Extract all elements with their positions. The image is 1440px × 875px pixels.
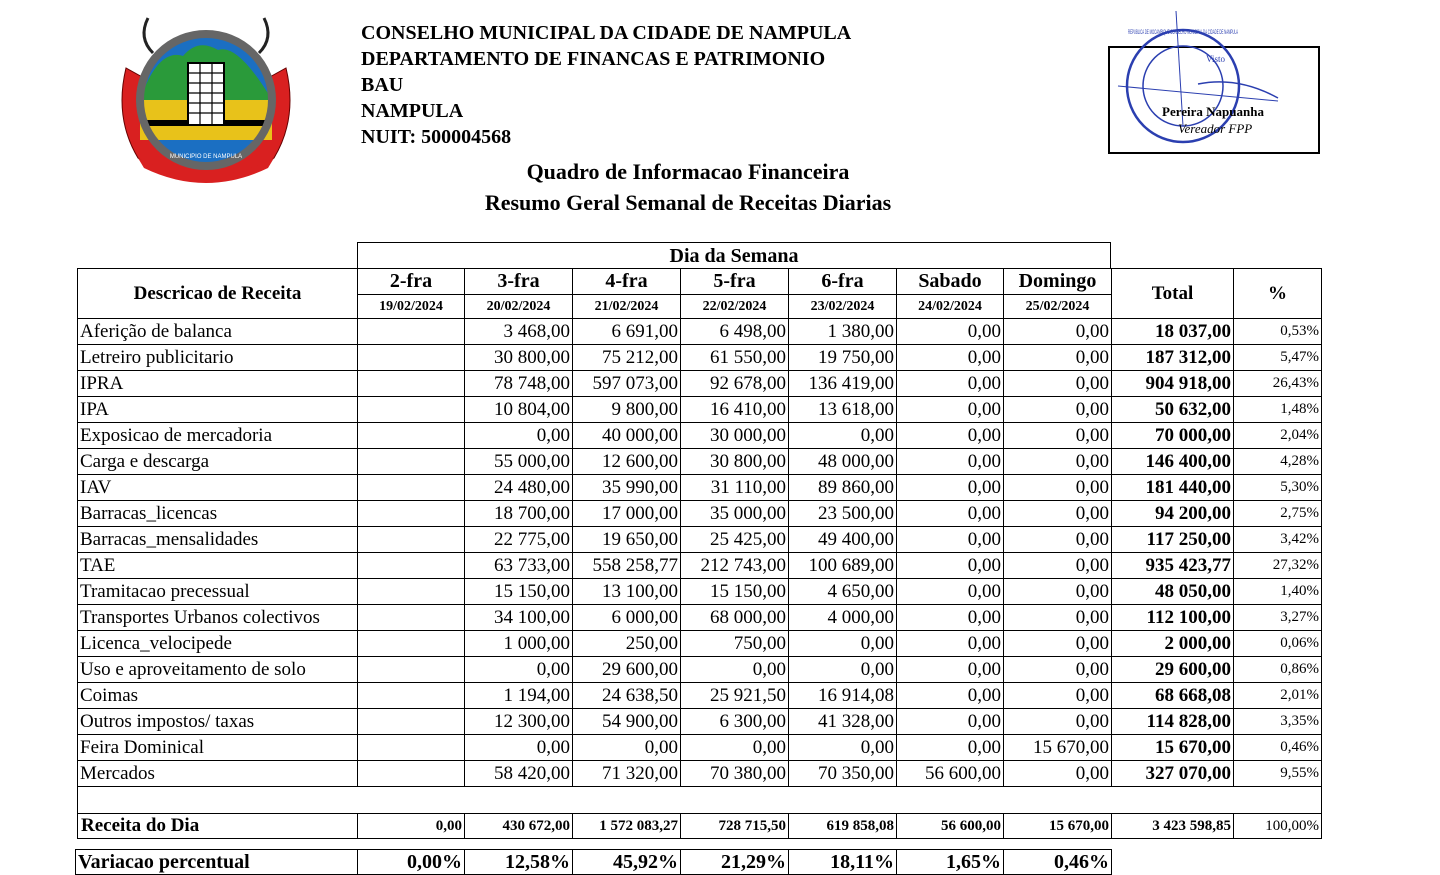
day-value-cell (358, 735, 465, 761)
day-value-cell: 0,00 (681, 735, 789, 761)
day-value-cell (358, 657, 465, 683)
day-value-cell (358, 371, 465, 397)
row-percent-cell: 9,55% (1234, 761, 1322, 787)
day-value-cell: 48 000,00 (789, 449, 897, 475)
day-value-cell: 0,00 (573, 735, 681, 761)
day-value-cell (358, 683, 465, 709)
variation-cell: 0,46% (1004, 850, 1112, 875)
day-value-cell: 31 110,00 (681, 475, 789, 501)
date-header: 22/02/2024 (681, 295, 789, 319)
logo-caption: MUNICIPIO DE NAMPULA (169, 154, 243, 160)
day-value-cell: 0,00 (1004, 605, 1112, 631)
daily-revenue-cell: 56 600,00 (897, 814, 1004, 839)
day-value-cell: 29 600,00 (573, 657, 681, 683)
day-value-cell: 71 320,00 (573, 761, 681, 787)
day-value-cell: 30 000,00 (681, 423, 789, 449)
header-block (361, 20, 851, 150)
day-value-cell: 56 600,00 (897, 761, 1004, 787)
row-percent-cell: 0,53% (1234, 319, 1322, 345)
day-value-cell: 34 100,00 (465, 605, 573, 631)
row-total-cell: 112 100,00 (1112, 605, 1234, 631)
table-row (78, 553, 1322, 579)
revenue-description: Exposicao de mercadoria (78, 423, 358, 449)
day-value-cell: 0,00 (1004, 371, 1112, 397)
day-value-cell: 0,00 (789, 735, 897, 761)
day-value-cell: 70 350,00 (789, 761, 897, 787)
date-header: 24/02/2024 (897, 295, 1004, 319)
day-value-cell: 4 650,00 (789, 579, 897, 605)
revenue-description: Letreiro publicitario (78, 345, 358, 371)
day-value-cell: 0,00 (1004, 709, 1112, 735)
date-header: 21/02/2024 (573, 295, 681, 319)
day-value-cell: 89 860,00 (789, 475, 897, 501)
day-value-cell: 1 194,00 (465, 683, 573, 709)
day-header: 5-fra (681, 269, 789, 295)
row-total-cell: 146 400,00 (1112, 449, 1234, 475)
day-value-cell: 0,00 (1004, 657, 1112, 683)
row-percent-cell: 4,28% (1234, 449, 1322, 475)
day-value-cell: 63 733,00 (465, 553, 573, 579)
variation-table (75, 849, 1112, 875)
day-value-cell: 13 100,00 (573, 579, 681, 605)
revenue-description: TAE (78, 553, 358, 579)
header-line-city: NAMPULA (361, 100, 464, 122)
date-header: 20/02/2024 (465, 295, 573, 319)
row-percent-cell: 2,04% (1234, 423, 1322, 449)
variation-cell: 0,00% (358, 850, 465, 875)
revenue-description: Transportes Urbanos colectivos (78, 605, 358, 631)
day-value-cell (358, 345, 465, 371)
daily-revenue-cell: 15 670,00 (1004, 814, 1112, 839)
revenue-description: Uso e aproveitamento de solo (78, 657, 358, 683)
day-value-cell (358, 527, 465, 553)
table-row (78, 631, 1322, 657)
pct-column-header: % (1234, 269, 1322, 319)
row-total-cell: 68 668,08 (1112, 683, 1234, 709)
row-percent-cell: 2,75% (1234, 501, 1322, 527)
day-value-cell: 22 775,00 (465, 527, 573, 553)
day-value-cell: 6 300,00 (681, 709, 789, 735)
day-value-cell: 0,00 (897, 345, 1004, 371)
daily-revenue-cell: 0,00 (358, 814, 465, 839)
day-value-cell: 558 258,77 (573, 553, 681, 579)
row-total-cell: 114 828,00 (1112, 709, 1234, 735)
day-value-cell: 0,00 (1004, 319, 1112, 345)
day-value-cell: 1 000,00 (465, 631, 573, 657)
day-value-cell: 92 678,00 (681, 371, 789, 397)
day-value-cell: 0,00 (1004, 345, 1112, 371)
title-block (360, 156, 1016, 218)
revenue-table-body (78, 319, 1322, 839)
page-subtitle: Resumo Geral Semanal de Receitas Diarias (484, 190, 892, 215)
variation-cell: 12,58% (465, 850, 573, 875)
day-value-cell: 12 600,00 (573, 449, 681, 475)
day-value-cell (358, 319, 465, 345)
day-value-cell: 10 804,00 (465, 397, 573, 423)
day-value-cell: 0,00 (897, 683, 1004, 709)
day-value-cell: 55 000,00 (465, 449, 573, 475)
table-row (78, 449, 1322, 475)
revenue-table (77, 268, 1322, 839)
revenue-description: Outros impostos/ taxas (78, 709, 358, 735)
table-row (78, 605, 1322, 631)
day-value-cell: 25 921,50 (681, 683, 789, 709)
day-value-cell: 0,00 (1004, 527, 1112, 553)
day-value-cell: 0,00 (465, 657, 573, 683)
day-value-cell: 19 750,00 (789, 345, 897, 371)
day-value-cell: 0,00 (897, 605, 1004, 631)
revenue-description: Barracas_mensalidades (78, 527, 358, 553)
day-value-cell: 0,00 (1004, 449, 1112, 475)
revenue-description: Mercados (78, 761, 358, 787)
day-value-cell: 0,00 (1004, 631, 1112, 657)
day-value-cell: 0,00 (897, 657, 1004, 683)
day-value-cell: 41 328,00 (789, 709, 897, 735)
day-value-cell: 0,00 (897, 579, 1004, 605)
day-value-cell: 16 914,08 (789, 683, 897, 709)
day-value-cell: 6 498,00 (681, 319, 789, 345)
municipal-coat-of-arms-logo (108, 8, 304, 188)
variation-cell: 21,29% (681, 850, 789, 875)
header-line-department: DEPARTAMENTO DE FINANCAS E PATRIMONIO (361, 48, 826, 70)
day-value-cell: 3 468,00 (465, 319, 573, 345)
daily-revenue-cell: 430 672,00 (465, 814, 573, 839)
day-value-cell: 16 410,00 (681, 397, 789, 423)
row-total-cell: 904 918,00 (1112, 371, 1234, 397)
day-value-cell: 250,00 (573, 631, 681, 657)
table-row (78, 371, 1322, 397)
table-row (78, 423, 1322, 449)
revenue-description: Coimas (78, 683, 358, 709)
day-value-cell: 13 618,00 (789, 397, 897, 423)
day-value-cell: 0,00 (1004, 761, 1112, 787)
spacer-row (78, 787, 1322, 814)
variation-label: Variacao percentual (76, 850, 358, 875)
daily-revenue-label: Receita do Dia (78, 814, 358, 839)
date-header: 25/02/2024 (1004, 295, 1112, 319)
table-row (78, 319, 1322, 345)
day-value-cell: 15 150,00 (465, 579, 573, 605)
seal-text: REPUBLICA DE MOCAMBIQUE CONSELHO MUNICIPAL DA CIDADE DE NAMPULA (1128, 30, 1238, 36)
row-total-cell: 117 250,00 (1112, 527, 1234, 553)
day-value-cell: 0,00 (897, 631, 1004, 657)
day-value-cell: 58 420,00 (465, 761, 573, 787)
day-value-cell: 0,00 (897, 501, 1004, 527)
table-row (78, 527, 1322, 553)
desc-column-header: Descricao de Receita (78, 269, 358, 319)
day-value-cell: 17 000,00 (573, 501, 681, 527)
row-percent-cell: 1,40% (1234, 579, 1322, 605)
row-percent-cell: 5,30% (1234, 475, 1322, 501)
day-value-cell (358, 605, 465, 631)
day-value-cell: 0,00 (897, 527, 1004, 553)
day-value-cell: 61 550,00 (681, 345, 789, 371)
day-value-cell: 49 400,00 (789, 527, 897, 553)
header-line-nuit: NUIT: 500004568 (361, 126, 512, 148)
variation-cell: 45,92% (573, 850, 681, 875)
day-value-cell: 6 691,00 (573, 319, 681, 345)
header-line-council: CONSELHO MUNICIPAL DA CIDADE DE NAMPULA (361, 22, 852, 44)
row-total-cell: 48 050,00 (1112, 579, 1234, 605)
table-row (78, 735, 1322, 761)
day-value-cell (358, 709, 465, 735)
day-value-cell: 0,00 (1004, 501, 1112, 527)
table-row (78, 397, 1322, 423)
variation-cell: 1,65% (897, 850, 1004, 875)
revenue-description: Barracas_licencas (78, 501, 358, 527)
date-header: 23/02/2024 (789, 295, 897, 319)
day-value-cell: 0,00 (1004, 553, 1112, 579)
spacer-cell (78, 787, 1322, 814)
row-total-cell: 15 670,00 (1112, 735, 1234, 761)
day-of-week-header: Dia da Semana (357, 242, 1111, 269)
revenue-description: IPA (78, 397, 358, 423)
signatory-name: Pereira Napuanha (1162, 104, 1264, 119)
row-total-cell: 327 070,00 (1112, 761, 1234, 787)
day-value-cell: 54 900,00 (573, 709, 681, 735)
day-value-cell: 0,00 (897, 449, 1004, 475)
day-value-cell: 12 300,00 (465, 709, 573, 735)
row-percent-cell: 3,35% (1234, 709, 1322, 735)
row-percent-cell: 2,01% (1234, 683, 1322, 709)
day-header: Domingo (1004, 269, 1112, 295)
revenue-description: Feira Dominical (78, 735, 358, 761)
day-value-cell: 24 638,50 (573, 683, 681, 709)
day-value-cell: 78 748,00 (465, 371, 573, 397)
row-percent-cell: 0,46% (1234, 735, 1322, 761)
table-row (78, 683, 1322, 709)
day-value-cell (358, 761, 465, 787)
stamp-visto: Visto (1206, 54, 1225, 64)
day-value-cell: 0,00 (897, 423, 1004, 449)
day-value-cell: 15 150,00 (681, 579, 789, 605)
day-value-cell: 70 380,00 (681, 761, 789, 787)
row-total-cell: 2 000,00 (1112, 631, 1234, 657)
row-total-cell: 187 312,00 (1112, 345, 1234, 371)
day-value-cell: 100 689,00 (789, 553, 897, 579)
day-value-cell: 0,00 (789, 631, 897, 657)
day-value-cell: 0,00 (465, 735, 573, 761)
table-row (78, 761, 1322, 787)
day-value-cell: 25 425,00 (681, 527, 789, 553)
day-value-cell: 0,00 (789, 423, 897, 449)
day-value-cell: 212 743,00 (681, 553, 789, 579)
day-value-cell: 75 212,00 (573, 345, 681, 371)
day-value-cell: 35 990,00 (573, 475, 681, 501)
date-header: 19/02/2024 (358, 295, 465, 319)
revenue-description: Licenca_velocipede (78, 631, 358, 657)
row-percent-cell: 0,06% (1234, 631, 1322, 657)
day-value-cell: 23 500,00 (789, 501, 897, 527)
daily-revenue-cell: 1 572 083,27 (573, 814, 681, 839)
revenue-description: IPRA (78, 371, 358, 397)
table-row (78, 657, 1322, 683)
day-value-cell: 1 380,00 (789, 319, 897, 345)
row-percent-cell: 27,32% (1234, 553, 1322, 579)
day-value-cell (358, 475, 465, 501)
day-value-cell: 4 000,00 (789, 605, 897, 631)
day-value-cell: 0,00 (1004, 397, 1112, 423)
table-row (78, 501, 1322, 527)
day-value-cell (358, 423, 465, 449)
day-value-cell (358, 501, 465, 527)
day-value-cell: 0,00 (1004, 475, 1112, 501)
day-value-cell (358, 553, 465, 579)
day-value-cell: 0,00 (897, 735, 1004, 761)
row-percent-cell: 5,47% (1234, 345, 1322, 371)
day-header: Sabado (897, 269, 1004, 295)
day-value-cell: 0,00 (681, 657, 789, 683)
row-total-cell: 70 000,00 (1112, 423, 1234, 449)
daily-revenue-row (78, 814, 1322, 839)
day-value-cell (358, 631, 465, 657)
day-value-cell: 15 670,00 (1004, 735, 1112, 761)
day-value-cell: 0,00 (789, 657, 897, 683)
day-value-cell: 0,00 (1004, 579, 1112, 605)
day-value-cell: 0,00 (1004, 683, 1112, 709)
day-value-cell: 19 650,00 (573, 527, 681, 553)
day-value-cell: 0,00 (897, 709, 1004, 735)
row-total-cell: 50 632,00 (1112, 397, 1234, 423)
row-percent-cell: 3,42% (1234, 527, 1322, 553)
day-value-cell: 750,00 (681, 631, 789, 657)
day-value-cell: 0,00 (465, 423, 573, 449)
row-percent-cell: 1,48% (1234, 397, 1322, 423)
day-value-cell (358, 449, 465, 475)
day-value-cell (358, 397, 465, 423)
day-value-cell: 0,00 (897, 553, 1004, 579)
day-value-cell (358, 579, 465, 605)
day-value-cell: 6 000,00 (573, 605, 681, 631)
row-total-cell: 18 037,00 (1112, 319, 1234, 345)
day-value-cell: 0,00 (897, 397, 1004, 423)
table-row (78, 709, 1322, 735)
day-value-cell: 68 000,00 (681, 605, 789, 631)
day-value-cell: 40 000,00 (573, 423, 681, 449)
table-row (78, 579, 1322, 605)
day-value-cell: 0,00 (897, 319, 1004, 345)
row-total-cell: 94 200,00 (1112, 501, 1234, 527)
day-value-cell: 35 000,00 (681, 501, 789, 527)
table-row (78, 345, 1322, 371)
day-value-cell: 0,00 (897, 371, 1004, 397)
table-row (78, 475, 1322, 501)
total-column-header: Total (1112, 269, 1234, 319)
row-percent-cell: 3,27% (1234, 605, 1322, 631)
daily-revenue-cell: 619 858,08 (789, 814, 897, 839)
day-header: 2-fra (358, 269, 465, 295)
grand-total-percent: 100,00% (1234, 814, 1322, 839)
day-value-cell: 30 800,00 (465, 345, 573, 371)
revenue-description: Carga e descarga (78, 449, 358, 475)
day-value-cell: 136 419,00 (789, 371, 897, 397)
day-value-cell: 597 073,00 (573, 371, 681, 397)
day-header: 4-fra (573, 269, 681, 295)
revenue-description: Aferição de balanca (78, 319, 358, 345)
day-value-cell: 0,00 (897, 475, 1004, 501)
day-header: 3-fra (465, 269, 573, 295)
day-value-cell: 9 800,00 (573, 397, 681, 423)
daily-revenue-cell: 728 715,50 (681, 814, 789, 839)
day-header: 6-fra (789, 269, 897, 295)
page-title: Quadro de Informacao Financeira (526, 159, 850, 184)
row-total-cell: 29 600,00 (1112, 657, 1234, 683)
header-line-bau: BAU (361, 74, 404, 96)
day-value-cell: 0,00 (1004, 423, 1112, 449)
signatory-role: Vereador FPP (1178, 121, 1253, 136)
row-total-cell: 181 440,00 (1112, 475, 1234, 501)
variation-cell: 18,11% (789, 850, 897, 875)
day-value-cell: 30 800,00 (681, 449, 789, 475)
grand-total-cell: 3 423 598,85 (1112, 814, 1234, 839)
day-value-cell: 18 700,00 (465, 501, 573, 527)
day-value-cell: 24 480,00 (465, 475, 573, 501)
revenue-description: IAV (78, 475, 358, 501)
row-total-cell: 935 423,77 (1112, 553, 1234, 579)
row-percent-cell: 0,86% (1234, 657, 1322, 683)
revenue-description: Tramitacao precessual (78, 579, 358, 605)
row-percent-cell: 26,43% (1234, 371, 1322, 397)
